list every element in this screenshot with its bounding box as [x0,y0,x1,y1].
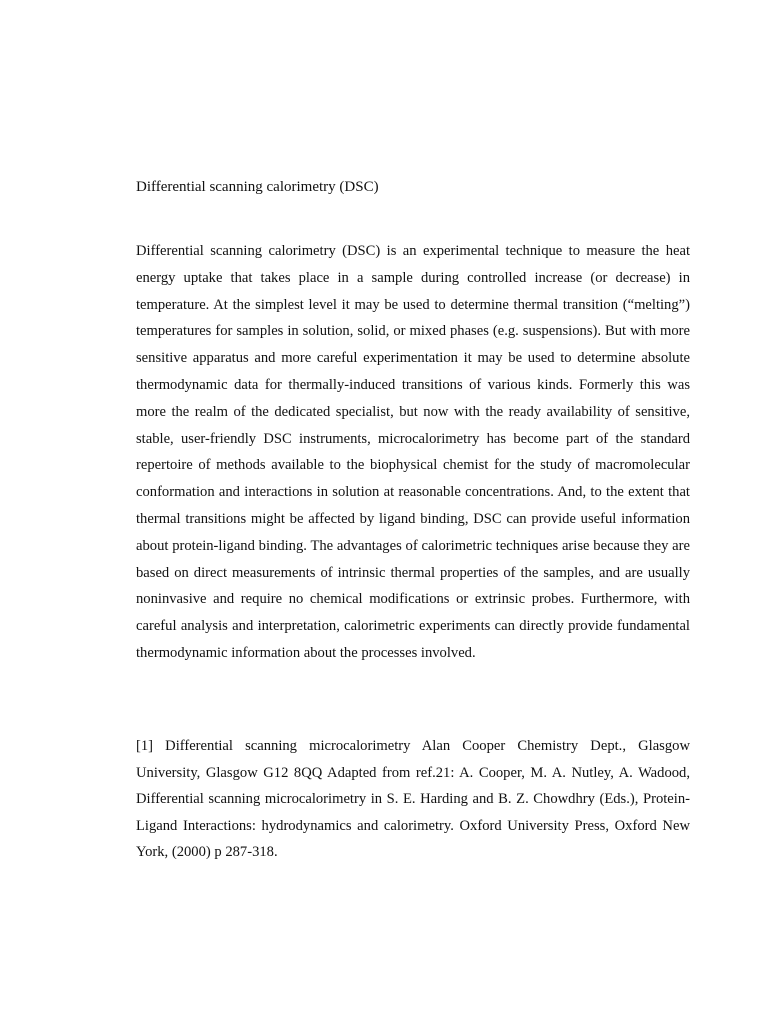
body-paragraph: Differential scanning calorimetry (DSC) is an experimental technique to measure the heat energy uptake that takes place in a sample during controlled increase (or decrease) in temperature. At the simplest level it may be used to determine thermal transition (“melting”) temperatures for samples in solution, solid, or mixed phases (e.g. suspensions). But with more sensitive apparatus and more careful experimentation it may be used to determine absolute thermodynamic data for thermally-induced transitions of various kinds. Formerly this was more the realm of the dedicated specialist, but now with the ready availability of sensitive, stable, user-friendly DSC instruments, microcalorimetry has become part of the standard repertoire of methods available to the biophysical chemist for the study of macromolecular conformation and interactions in solution at reasonable concentrations. And, to the extent that thermal transitions might be affected by ligand binding, DSC can provide useful information about protein-ligand binding. The advantages of calorimetric techniques arise because they are based on direct measurements of intrinsic thermal properties of the samples, and are usually noninvasive and require no chemical modifications or extrinsic probes. Furthermore, with careful analysis and interpretation, calorimetric experiments can directly provide fundamental thermodynamic information about the processes involved. [136,243,690,661]
document-title: Differential scanning calorimetry (DSC) [136,179,379,195]
reference-paragraph: [1] Differential scanning microcalorimetry Alan Cooper Chemistry Dept., Glasgow University, Glasgow G12 8QQ Adapted from ref.21: A. Cooper, M. A. Nutley, A. Wadood, Differential scanning microcalorimetry in S. E. Harding and B. Z. Chowdhry (Eds.), Protein-Ligand Interactions: hydrodynamics and calorimetry. Oxford University Press, Oxford New York, (2000) p 287-318. [136,738,690,861]
